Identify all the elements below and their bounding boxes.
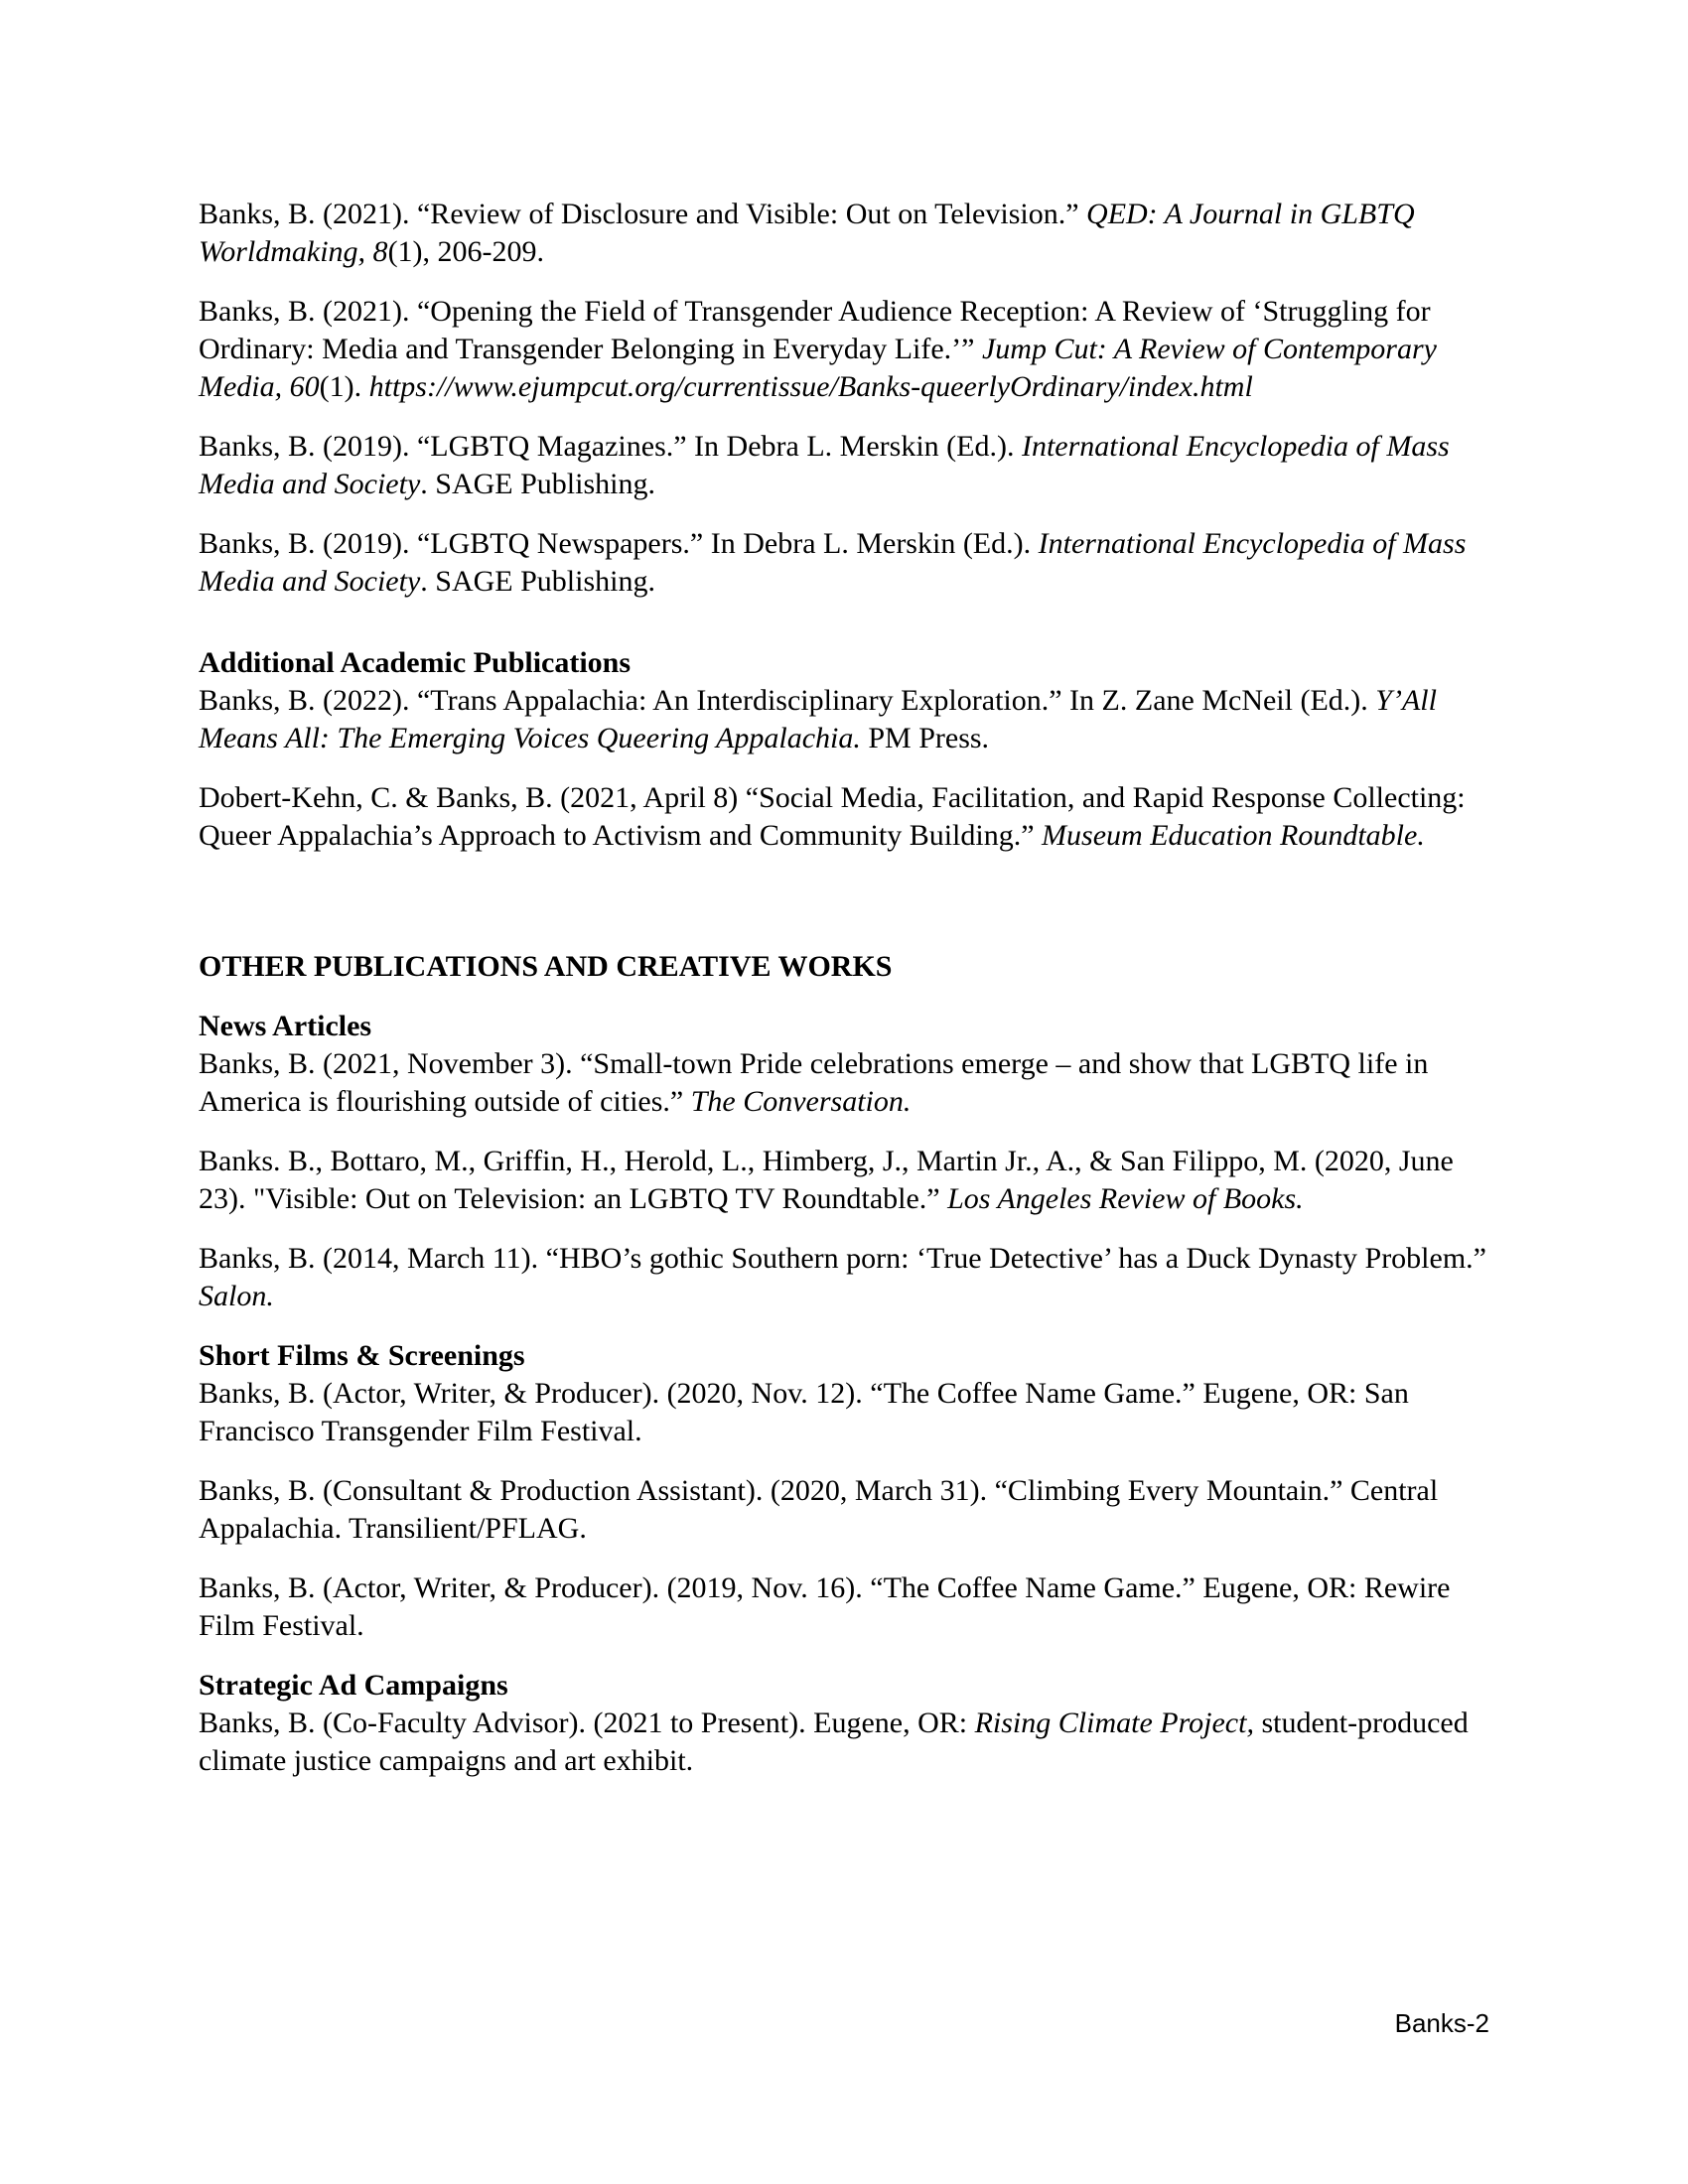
- section-heading: OTHER PUBLICATIONS AND CREATIVE WORKS: [199, 950, 893, 983]
- ad-campaign-entry: Banks, B. (Co-Faculty Advisor). (2021 to Present). Eugene, OR: Rising Climate Project, student-produced climate justice campaigns and art exhibit.: [199, 1706, 1469, 1777]
- publication-entry: Banks, B. (2021). “Review of Disclosure and Visible: Out on Television.” QED: A Journal in GLBTQ Worldmaking, 8(1), 206-209.: [199, 198, 1415, 268]
- publication-entry: Banks, B. (2019). “LGBTQ Magazines.” In Debra L. Merskin (Ed.). International Encyclopedia of Mass Media and Society. SAGE Publishing.: [199, 430, 1450, 500]
- news-articles-heading: News Articles: [199, 1010, 372, 1042]
- news-entry: Banks. B., Bottaro, M., Griffin, H., Herold, L., Himberg, J., Martin Jr., A., & San Filippo, M. (2020, June 23). "Visible: Out on Television: an LGBTQ TV Roundtable.” Los Angeles Review of Books.: [199, 1145, 1454, 1215]
- page-footer: Banks-2: [1394, 2008, 1489, 2038]
- publication-entry: Banks, B. (2022). “Trans Appalachia: An Interdisciplinary Exploration.” In Z. Zane McNeil (Ed.). Y’All Means All: The Emerging Voices Queering Appalachia. PM Press.: [199, 684, 1437, 754]
- document-page: [199, 196, 1489, 1802]
- publication-entry: Banks, B. (2019). “LGBTQ Newspapers.” In Debra L. Merskin (Ed.). International Encyclopedia of Mass Media and Society. SAGE Publishing.: [199, 527, 1467, 598]
- ad-campaigns-heading: Strategic Ad Campaigns: [199, 1669, 508, 1702]
- additional-publications-heading: Additional Academic Publications: [199, 646, 632, 679]
- publication-entry: Banks, B. (2021). “Opening the Field of Transgender Audience Reception: A Review of ‘Struggling for Ordinary: Media and Transgender Belonging in Everyday Life.’” Jump Cut: A Review of Contemporary Media, 60(1). https://www.ejumpcut.org/currentissue/Banks-queerlyOrdinary/index.html: [199, 295, 1437, 403]
- publication-url[interactable]: https://www.ejumpcut.org/currentissue/Banks-queerlyOrdinary/index.html: [368, 370, 1253, 403]
- news-entry: Banks, B. (2021, November 3). “Small-town Pride celebrations emerge – and show that LGBTQ life in America is flourishing outside of cities.” The Conversation.: [199, 1047, 1429, 1118]
- film-entry: Banks, B. (Actor, Writer, & Producer). (2019, Nov. 16). “The Coffee Name Game.” Eugene, OR: Rewire Film Festival.: [199, 1571, 1451, 1642]
- short-films-heading: Short Films & Screenings: [199, 1339, 525, 1372]
- news-entry: Banks, B. (2014, March 11). “HBO’s gothic Southern porn: ‘True Detective’ has a Duck Dynasty Problem.” Salon.: [199, 1242, 1486, 1312]
- film-entry: Banks, B. (Consultant & Production Assistant). (2020, March 31). “Climbing Every Mountain.” Central Appalachia. Transilient/PFLAG.: [199, 1474, 1439, 1545]
- publication-entry: Dobert-Kehn, C. & Banks, B. (2021, April 8) “Social Media, Facilitation, and Rapid Response Collecting: Queer Appalachia’s Approach to Activism and Community Building.” Museum Education Roundtable.: [199, 781, 1466, 852]
- film-entry: Banks, B. (Actor, Writer, & Producer). (2020, Nov. 12). “The Coffee Name Game.” Eugene, OR: San Francisco Transgender Film Festival.: [199, 1377, 1409, 1447]
